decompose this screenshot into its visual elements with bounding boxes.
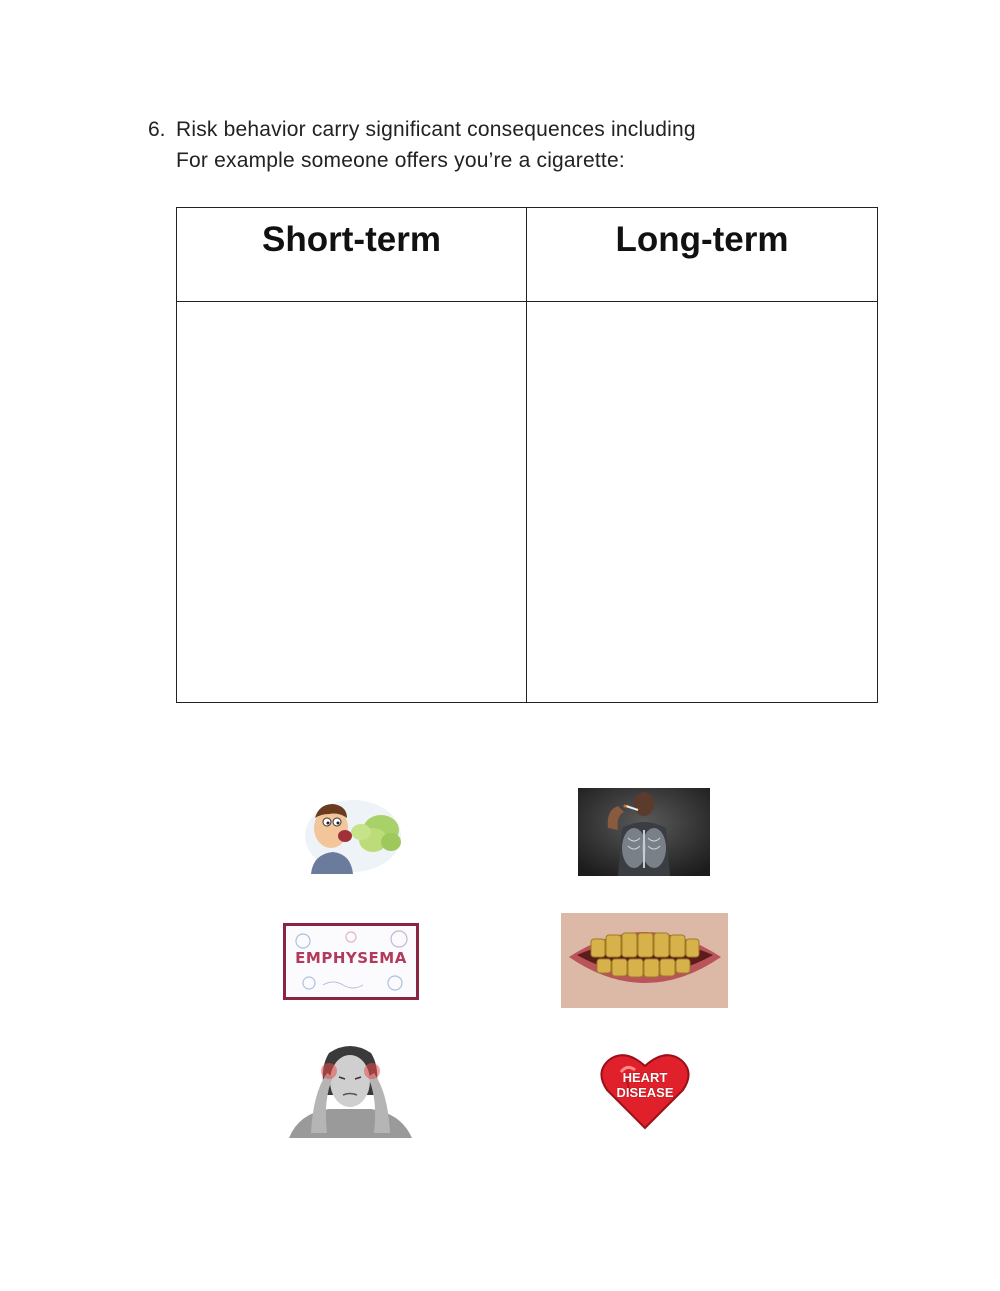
- table-header-divider: [177, 301, 877, 302]
- table-column-divider: [526, 208, 527, 702]
- bad-breath-cartoon-icon: [303, 792, 403, 874]
- draggable-card-heart-disease[interactable]: [599, 1050, 691, 1130]
- headache-woman-image: [289, 1043, 412, 1138]
- draggable-card-emphysema[interactable]: [283, 923, 419, 1000]
- draggable-card-bad-breath[interactable]: [303, 792, 403, 874]
- question-number: 6.: [148, 118, 166, 141]
- question-text-line1: Risk behavior carry significant consequences including: [176, 118, 696, 141]
- question-text-line2: For example someone offers you’re a cigarette:: [176, 149, 625, 172]
- heart-label-line1: HEART: [622, 1070, 668, 1085]
- heart-disease-label: [599, 1070, 691, 1100]
- draggable-card-headache[interactable]: [289, 1043, 412, 1138]
- drop-zone-short-term[interactable]: [177, 303, 526, 702]
- sort-table: [176, 207, 878, 703]
- drop-zone-long-term[interactable]: [528, 303, 877, 702]
- draggable-card-lung-xray[interactable]: [578, 788, 710, 876]
- draggable-card-yellow-teeth[interactable]: [561, 913, 728, 1008]
- smoker-lung-xray-image: [578, 788, 710, 876]
- column-header-short-term: Short-term: [262, 220, 441, 259]
- heart-label-line2: DISEASE: [616, 1085, 674, 1100]
- yellow-teeth-image: [561, 913, 728, 1008]
- emphysema-label: EMPHYSEMA: [295, 949, 407, 967]
- column-header-long-term: Long-term: [615, 220, 789, 259]
